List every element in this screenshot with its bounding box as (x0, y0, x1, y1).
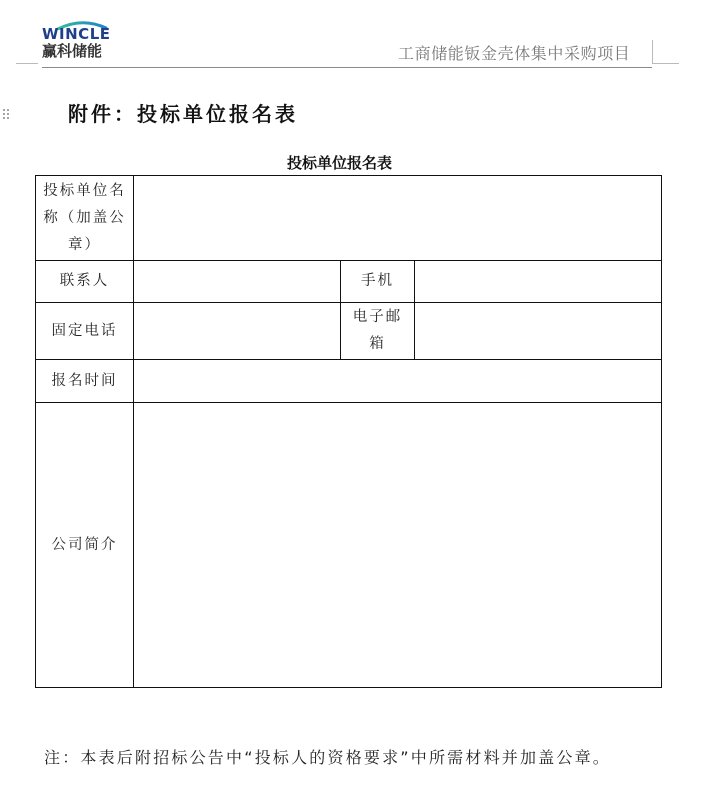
label-registration-time: 报名时间 (36, 360, 134, 403)
label-mobile: 手机 (341, 261, 415, 303)
registration-time-field[interactable] (134, 360, 662, 403)
drag-handle-icon[interactable] (2, 108, 10, 120)
label-company-profile: 公司简介 (36, 403, 134, 688)
logo-chinese-text: 赢科储能 (42, 42, 103, 60)
table-caption: 投标单位报名表 (287, 154, 393, 172)
mobile-field[interactable] (415, 261, 662, 303)
logo-english-text: WINCLE (42, 25, 111, 43)
label-contact-person: 联系人 (36, 261, 134, 303)
label-email: 电子邮箱 (341, 303, 415, 360)
header-project-title: 工商储能钣金壳体集中采购项目 (398, 44, 631, 63)
table-row-registration-time (36, 360, 662, 403)
table-row-phone-email (36, 303, 662, 360)
header-margin-marker (652, 40, 653, 64)
table-row-contact (36, 261, 662, 303)
landline-field[interactable] (134, 303, 341, 360)
company-profile-field[interactable] (134, 403, 662, 688)
header-rule (42, 67, 652, 68)
header-margin-marker-right (653, 63, 679, 64)
email-field[interactable] (415, 303, 662, 360)
contact-person-field[interactable] (134, 261, 341, 303)
table-row-company-name (36, 176, 662, 261)
attachment-title: 附件：投标单位报名表 (68, 102, 298, 126)
footnote: 注：本表后附招标公告中“投标人的资格要求”中所需材料并加盖公章。 (44, 748, 611, 767)
registration-form-table (35, 175, 662, 688)
company-name-field[interactable] (134, 176, 662, 261)
label-landline: 固定电话 (36, 303, 134, 360)
header-margin-marker-left (16, 63, 38, 64)
table-row-company-profile (36, 403, 662, 688)
label-company-name: 投标单位名称（加盖公章） (36, 176, 134, 261)
company-logo (42, 20, 122, 62)
